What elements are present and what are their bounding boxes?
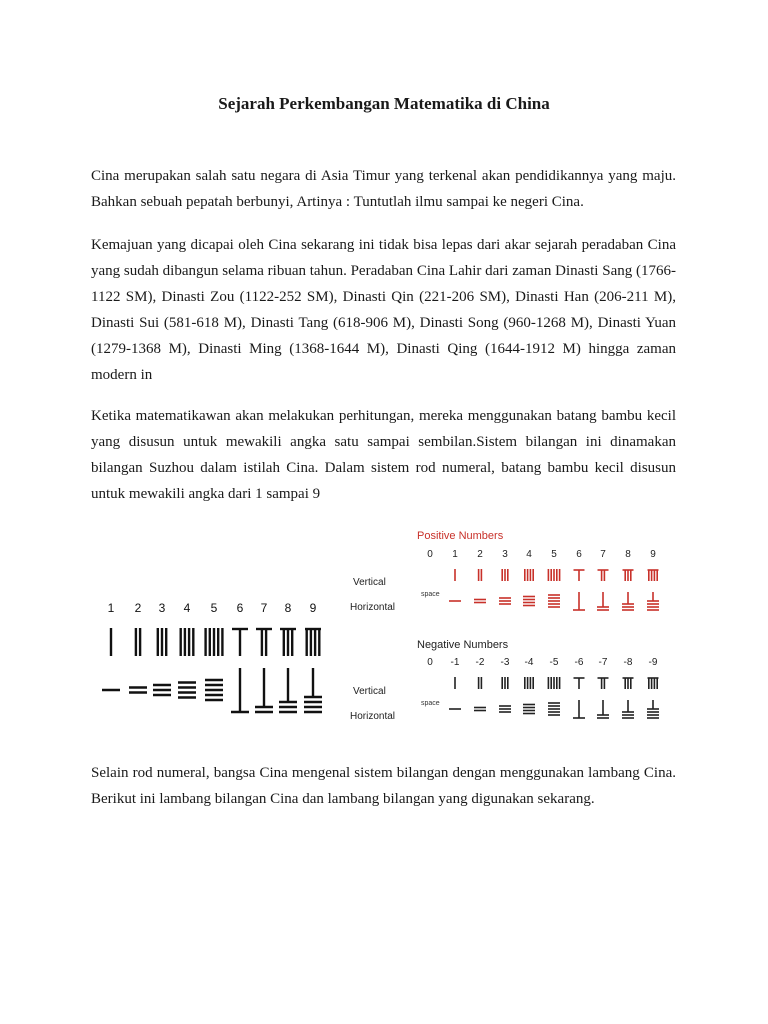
paragraph-rod-numerals: Ketika matematikawan akan melakukan perhitungan, mereka menggunakan batang bambu kecil yang disusun untuk mewakili angka satu sampai sembilan.Sistem bilangan ini dinamakan bilangan Suzhou dalam istilah Cina. Dalam sistem rod numeral, batang bambu kecil disusun untuk mewakili angka dari 1 sampai 9 [91,408,676,502]
positive-heading: Positive Numbers [417,530,504,542]
horizontal-rod-5 [548,703,560,715]
digit-label: 9 [650,549,656,560]
horizontal-rod-9 [647,592,659,610]
negative-space-label: space [421,700,440,707]
digit-label: -2 [475,657,485,668]
horizontal-rod-4 [178,683,196,698]
horizontal-rod-8 [279,668,297,712]
digit-label: 1 [107,601,115,615]
paragraph-intro: Cina merupakan salah satu negara di Asia Timur yang terkenal akan pendidikannya yang maju. Bahkan sebuah pepatah berbunyi, Artinya : Tuntutlah ilmu sampai ke negeri Cina. [91,168,676,210]
page-title: Sejarah Perkembangan Matematika di China [218,94,550,113]
digit-label: 5 [210,601,218,615]
vertical-rod-9 [648,678,659,689]
digit-label: 2 [477,549,483,560]
digit-label: 5 [551,549,557,560]
digit-label: 0 [427,549,433,560]
vertical-rod-5 [548,677,559,689]
vertical-rod-9 [305,629,321,656]
vertical-rod-5 [548,569,559,581]
horizontal-rod-3 [499,706,511,712]
horizontal-rod-4 [523,597,535,606]
horizontal-rod-2 [129,688,147,693]
digit-label: 8 [625,549,631,560]
horizontal-rod-2 [474,708,486,711]
vertical-rod-2 [479,569,482,581]
paragraph-dynasties: Kemajuan yang dicapai oleh Cina sekarang ini tidak bisa lepas dari akar sejarah peradaban Cina yang sudah dibangun selama ribuan tahun. Peradaban Cina Lahir dari zaman Dinasti Sang (1766-1122 SM), Dinasti Zou (1122-252 SM), Dinasti Qin (221-206 SM), Dinasti Han (206-211 M), Dinasti Sui (581-618 M), Dinasti Tang (618-906 M), Dinasti Song (960-1268 M), Dinasti Yuan (1279-1368 M), Dinasti Ming (1368-1644 M), Dinasti Qing (1644-1912 M) hingga zaman modern in [91,237,676,383]
horizontal-rod-7 [255,668,273,712]
vertical-rod-6 [232,629,248,656]
digit-label: -5 [549,657,559,668]
horizontal-rod-4 [523,705,535,714]
digit-label: 8 [284,601,292,615]
vertical-rod-3 [502,569,508,581]
digit-label: 4 [526,549,532,560]
paragraph-chinese-symbols: Selain rod numeral, bangsa Cina mengenal sistem bilangan dengan menggunakan lambang Cina. Berikut ini lambang bilangan Cina dan lambang bilangan yang digunakan sekarang. [91,765,676,807]
vertical-rod-8 [623,570,634,581]
vertical-rod-9 [648,570,659,581]
horizontal-rod-3 [153,685,171,695]
rod-numerals-figure [95,592,335,727]
vertical-rod-4 [525,569,533,581]
vertical-rod-7 [256,629,272,656]
digit-label: -1 [450,657,460,668]
digit-label: 7 [260,601,268,615]
digit-label: -6 [574,657,584,668]
vertical-rod-2 [136,628,140,656]
positive-horizontal-label: Horizontal [350,602,396,613]
digit-label: -8 [623,657,633,668]
vertical-rod-4 [525,677,533,689]
negative-heading: Negative Numbers [417,639,509,651]
horizontal-rod-8 [622,700,634,718]
horizontal-rod-6 [573,592,585,610]
horizontal-rod-6 [231,668,249,712]
vertical-rod-4 [181,628,194,656]
horizontal-rod-5 [205,680,223,700]
negative-vertical-label: Vertical [353,686,386,697]
digit-label: 4 [183,601,191,615]
vertical-rod-5 [206,628,223,656]
vertical-rod-3 [502,677,508,689]
vertical-rod-3 [158,628,166,656]
vertical-rod-8 [623,678,634,689]
digit-label: 3 [158,601,166,615]
vertical-rod-7 [598,678,609,689]
horizontal-rod-3 [499,598,511,604]
digit-label: 0 [427,657,433,668]
horizontal-rod-7 [597,592,609,610]
vertical-rod-7 [598,570,609,581]
digit-label: 3 [502,549,508,560]
digit-label: -3 [500,657,510,668]
horizontal-rod-6 [573,700,585,718]
digit-label: -9 [648,657,658,668]
digit-label: -7 [598,657,608,668]
digit-label: -4 [524,657,534,668]
digit-label: 6 [236,601,244,615]
positive-vertical-label: Vertical [353,577,386,588]
horizontal-rod-2 [474,600,486,603]
horizontal-rod-8 [622,592,634,610]
horizontal-rod-7 [597,700,609,718]
digit-label: 6 [576,549,582,560]
negative-horizontal-label: Horizontal [350,711,396,722]
horizontal-rod-9 [647,700,659,718]
positive-space-label: space [421,591,440,598]
vertical-rod-6 [574,570,585,581]
horizontal-rod-5 [548,595,560,607]
vertical-rod-6 [574,678,585,689]
positive-negative-rod-numerals-figure [345,522,675,737]
digit-label: 9 [309,601,317,615]
digit-label: 1 [452,549,458,560]
digit-label: 7 [600,549,606,560]
vertical-rod-8 [280,629,296,656]
horizontal-rod-9 [304,668,322,712]
digit-label: 2 [134,601,142,615]
vertical-rod-2 [479,677,482,689]
